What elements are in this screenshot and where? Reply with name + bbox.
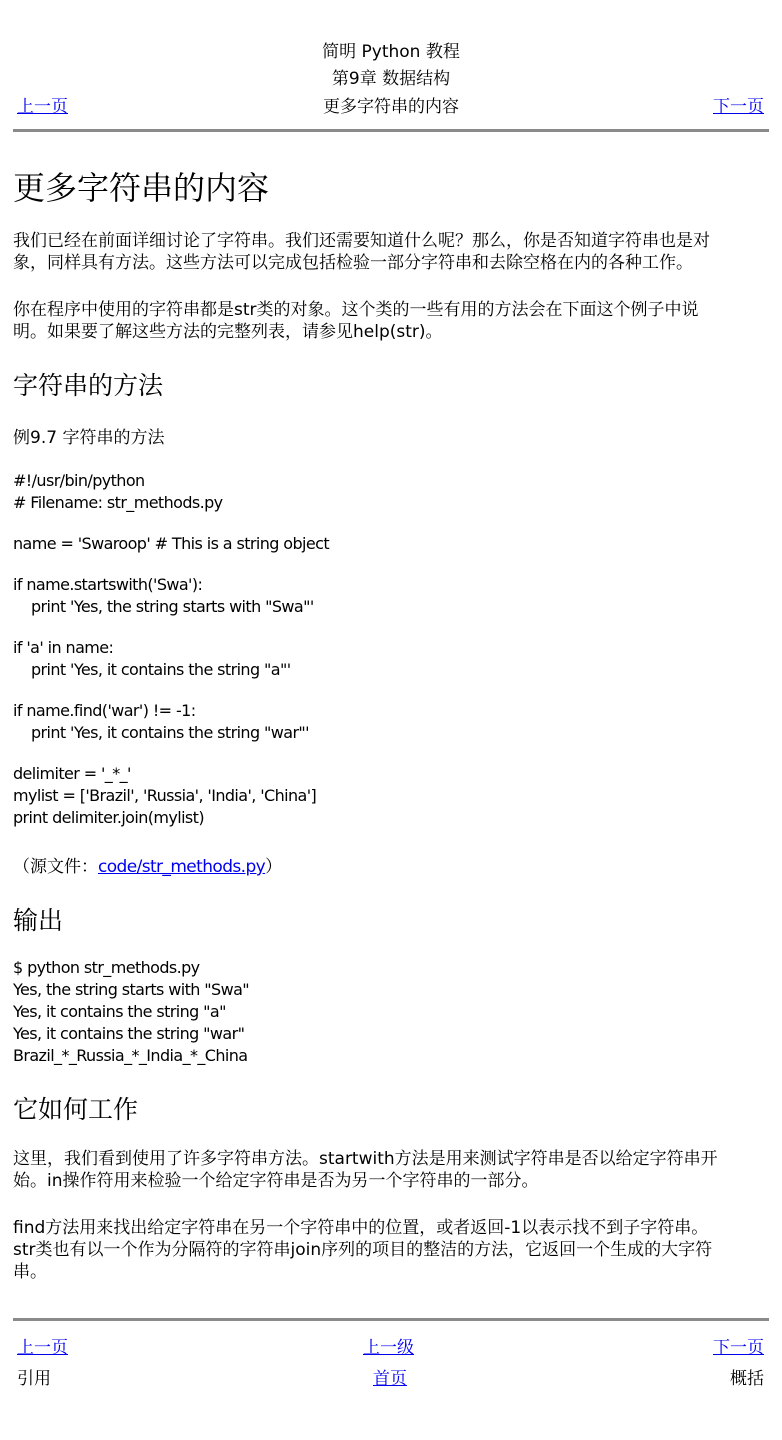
chapter-title: 第9章 数据结构 xyxy=(331,69,451,89)
intro-p1-line-1: 我们已经在前面详细讨论了字符串。我们还需要知道什么呢？那么，你是否知道字符串也是对 xyxy=(13,231,710,251)
how-paragraph-1 xyxy=(13,1148,771,1192)
intro-paragraph-1 xyxy=(13,230,771,274)
output-line: Yes, it contains the string "a" xyxy=(13,1002,226,1021)
code-blank-line xyxy=(13,744,329,763)
output-heading: 输出 xyxy=(13,906,64,935)
how-paragraph-2 xyxy=(13,1217,771,1283)
output-line: Yes, the string starts with "Swa" xyxy=(13,980,250,999)
page-title: 更多字符串的内容 xyxy=(13,169,270,207)
code-line: mylist = ['Brazil', 'Russia', 'India', 'China'] xyxy=(13,786,317,805)
footer-home-link[interactable]: 首页 xyxy=(373,1369,407,1389)
header-divider xyxy=(13,129,769,132)
code-line: print 'Yes, it contains the string "war"' xyxy=(13,723,309,742)
intro-p2-line-2: 明。如果要了解这些方法的完整列表，请参见help(str)。 xyxy=(13,322,443,342)
how-p1-line-2: 始。in操作符用来检验一个给定字符串是否为另一个字符串的一部分。 xyxy=(13,1171,539,1191)
footer-divider xyxy=(13,1318,769,1321)
book-title: 简明 Python 教程 xyxy=(322,42,460,62)
footer-up-link[interactable]: 上一级 xyxy=(363,1338,414,1358)
section-title: 更多字符串的内容 xyxy=(323,97,459,117)
source-prefix: （源文件： xyxy=(13,857,98,877)
source-file-link[interactable]: code/str_methods.py xyxy=(98,857,266,877)
output-line: Yes, it contains the string "war" xyxy=(13,1024,245,1043)
footer-next-link[interactable]: 下一页 xyxy=(713,1338,764,1358)
how-p2-line-2: str类也有以一个作为分隔符的字符串join序列的项目的整洁的方法，它返回一个生成的大字符 xyxy=(13,1240,713,1260)
source-suffix: ） xyxy=(265,857,283,877)
how-p2-line-3: 串。 xyxy=(13,1262,47,1282)
code-line: delimiter = '_*_' xyxy=(13,764,131,783)
how-p1-line-1: 这里，我们看到使用了许多字符串方法。startwith方法是用来测试字符串是否以给定字符串开 xyxy=(13,1149,718,1169)
code-line: print delimiter.join(mylist) xyxy=(13,808,204,827)
how-it-works-heading: 它如何工作 xyxy=(13,1095,139,1124)
code-line: #!/usr/bin/python xyxy=(13,471,145,490)
output-line: Brazil_*_Russia_*_India_*_China xyxy=(13,1046,248,1065)
code-listing xyxy=(13,470,329,829)
example-caption: 例9.7 字符串的方法 xyxy=(13,428,165,448)
code-line: if 'a' in name: xyxy=(13,638,114,657)
code-blank-line xyxy=(13,681,329,700)
intro-p2-line-1: 你在程序中使用的字符串都是str类的对象。这个类的一些有用的方法会在下面这个例子中说 xyxy=(13,300,699,320)
how-p2-line-1: find方法用来找出给定字符串在另一个字符串中的位置，或者返回-1以表示找不到子字符串。 xyxy=(13,1218,709,1238)
output-line: $ python str_methods.py xyxy=(13,958,200,977)
code-line: if name.find('war') != -1: xyxy=(13,701,196,720)
footer-prev-link[interactable]: 上一页 xyxy=(17,1338,68,1358)
footer-prev-title: 引用 xyxy=(17,1369,51,1389)
source-file-note xyxy=(13,852,282,877)
code-line: print 'Yes, the string starts with "Swa"' xyxy=(13,597,314,616)
header-next-link[interactable]: 下一页 xyxy=(713,97,764,117)
header-prev-link[interactable]: 上一页 xyxy=(17,97,68,117)
methods-heading: 字符串的方法 xyxy=(13,371,164,400)
output-listing xyxy=(13,957,249,1067)
intro-paragraph-2 xyxy=(13,299,771,343)
code-line: if name.startswith('Swa'): xyxy=(13,575,203,594)
code-line: name = 'Swaroop' # This is a string object xyxy=(13,534,329,553)
footer-next-title: 概括 xyxy=(730,1369,764,1389)
code-blank-line xyxy=(13,514,329,533)
code-blank-line xyxy=(13,618,329,637)
intro-p1-line-2: 象，同样具有方法。这些方法可以完成包括检验一部分字符串和去除空格在内的各种工作。 xyxy=(13,253,693,273)
code-line: # Filename: str_methods.py xyxy=(13,493,223,512)
code-blank-line xyxy=(13,555,329,574)
code-line: print 'Yes, it contains the string "a"' xyxy=(13,660,291,679)
